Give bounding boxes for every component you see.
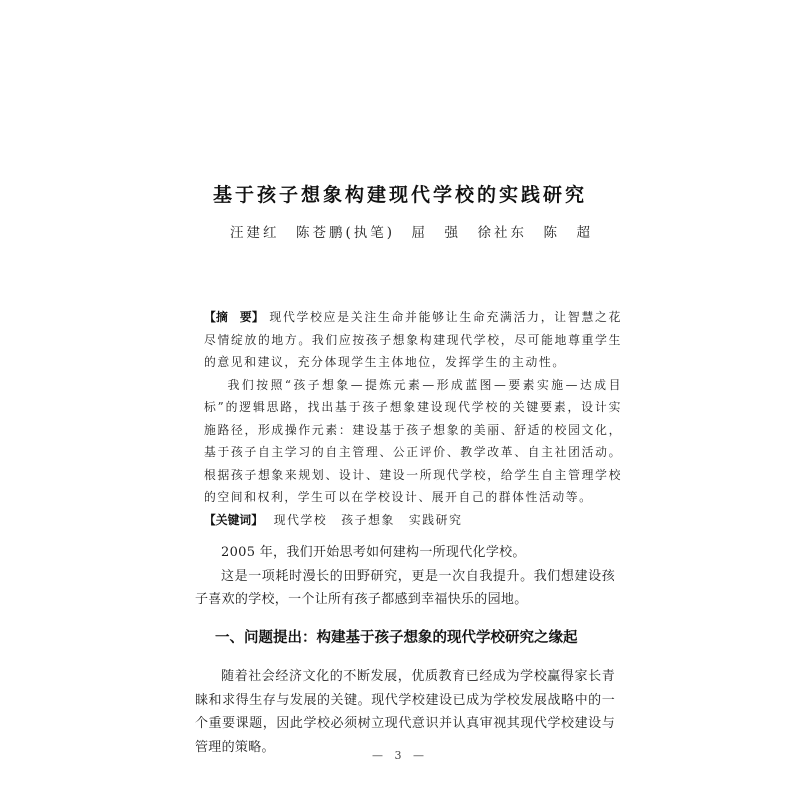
- section-body: [195, 665, 615, 759]
- intro-block: [195, 541, 615, 612]
- abstract-paragraph: [204, 306, 622, 374]
- keyword: 现代学校: [273, 512, 328, 527]
- intro-paragraph-1: 2005 年，我们开始思考如何建构一所现代化学校。: [221, 545, 526, 560]
- keyword: 孩子想象: [341, 512, 395, 527]
- article-title: 基于孩子想象构建现代学校的实践研究: [212, 184, 587, 206]
- keywords-line: [204, 509, 622, 532]
- page-number: — 3 —: [372, 749, 428, 762]
- abstract-paragraph-2: 我们按照“孩子想象—提炼元素—形成蓝图—要素实施—达成目标”的逻辑思路，找出基于孩子想象建设现代学校的关键要素，设计实施路径，形成操作元素：建设基于孩子想象的美丽、舒适的校园文化，基于孩子自主学习的自主管理、公正评价、教学改革、自主社团活动。根据孩子想象来规划、设计、建设一所现代学校，给学生自主管理学校的空间和权利，学生可以在学校设计、展开自己的群体性活动等。: [204, 377, 622, 504]
- author-list: 汪建红 陈苍鹏(执笔) 屈 强 徐社东 陈 超: [230, 225, 594, 241]
- abstract-block: [204, 306, 622, 531]
- keywords-label: 【关键词】: [204, 512, 263, 527]
- section-paragraph-1: 随着社会经济文化的不断发展，优质教育已经成为学校赢得家长青睐和求得生存与发展的关键。现代学校建设已成为学校发展战略中的一个重要课题，因此学校必须树立现代意识并认真审视其现代学校建设与管理的策略。: [195, 669, 615, 755]
- abstract-label: 【摘 要】: [204, 310, 264, 324]
- intro-paragraph-2: 这是一项耗时漫长的田野研究，更是一次自我提升。我们想建设孩子喜欢的学校，一个让所有孩子都感到幸福快乐的园地。: [195, 568, 615, 607]
- abstract-text: 现代学校应是关注生命并能够让生命充满活力，让智慧之花尽情绽放的地方。我们应按孩子想象构建现代学校，尽可能地尊重学生的意见和建议，充分体现学生主体地位，发挥学生的主动性。: [204, 310, 622, 369]
- section-heading: 一、问题提出：构建基于孩子想象的现代学校研究之缘起: [215, 630, 578, 646]
- keyword: 实践研究: [408, 512, 463, 527]
